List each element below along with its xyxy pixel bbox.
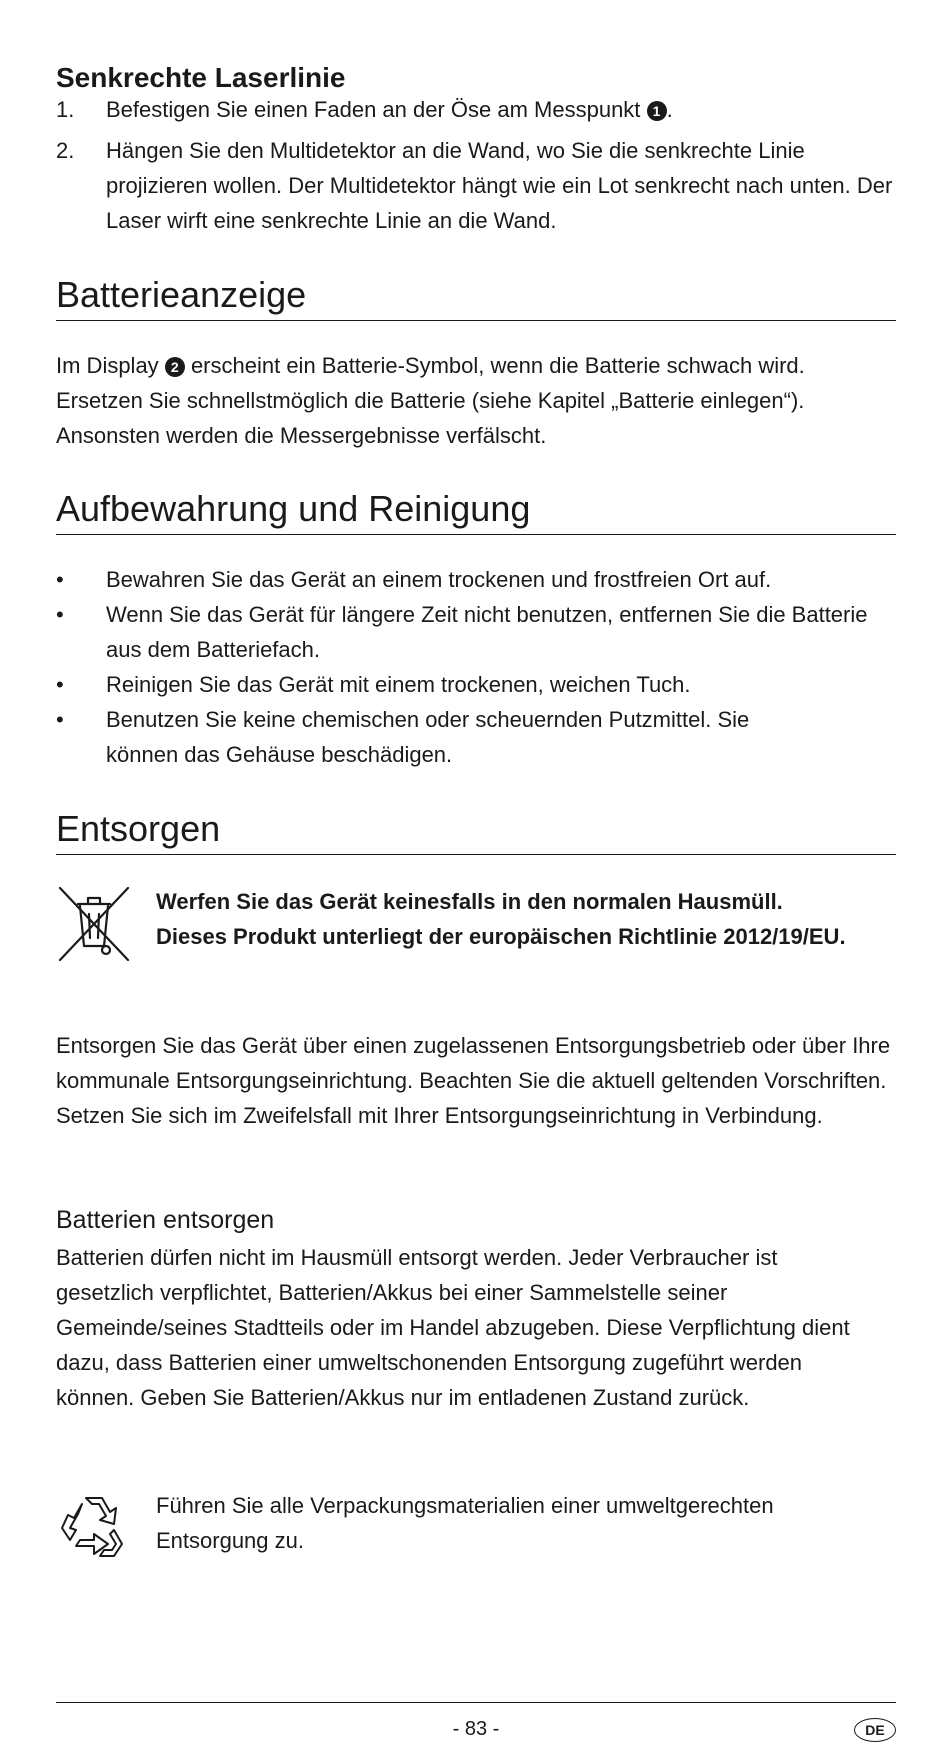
- disposal-paragraph: Entsorgen Sie das Gerät über einen zugelassenen Entsorgungsbetrieb oder über Ihre kommunale Entsorgungseinrichtung. Beachten Sie die aktuell geltenden Vorschriften. Setzen Sie sich im Zweifelsfall mit Ihrer Entsorgungseinrichtung in Verbindung.: [56, 1033, 891, 1128]
- battery-paragraph: Im Display 2 erscheint ein Batterie-Symbol, wenn die Batterie schwach wird. Ersetzen Sie schnellstmöglich die Batterie (siehe Kapitel „Batterie einlegen“). Ansonsten werden die Messergebnisse verfälscht.: [56, 353, 805, 448]
- step-text: Befestigen Sie einen Faden an der Öse am Messpunkt 1 .: [106, 97, 673, 122]
- section-title-laser: Senkrechte Laserlinie: [56, 62, 346, 93]
- subsection-title-battery-disposal: Batterien entsorgen: [56, 1206, 275, 1234]
- bullet: •: [56, 567, 64, 592]
- callout-badge: 2: [165, 357, 185, 377]
- section-title-battery: Batterieanzeige: [56, 274, 896, 321]
- page-number: - 83 -: [452, 1718, 500, 1740]
- section-title-storage: Aufbewahrung und Reinigung: [56, 488, 896, 535]
- recycle-notice: Führen Sie alle Verpackungsmaterialien einer umweltgerechten Entsorgung zu.: [156, 1493, 774, 1553]
- step-number: 2.: [56, 138, 75, 163]
- step-number: 1.: [56, 97, 75, 122]
- step-text: Hängen Sie den Multidetektor an die Wand, wo Sie die senkrechte Linie projizieren wollen. Der Multidetektor hängt wie ein Lot senkrecht nach unten. Der Laser wirft eine senkrechte Linie an die Wand.: [106, 138, 893, 233]
- footer-divider: [56, 1702, 896, 1703]
- callout-badge: 1: [647, 101, 667, 121]
- recycling-icon: [56, 1488, 132, 1564]
- crossed-out-bin-icon: [56, 884, 132, 964]
- weee-notice: Werfen Sie das Gerät keinesfalls in den normalen Hausmüll. Dieses Produkt unterliegt der europäischen Richtlinie 2012/19/EU.: [156, 889, 846, 949]
- battery-disposal-paragraph: Batterien dürfen nicht im Hausmüll entsorgt werden. Jeder Verbraucher ist gesetzlich verpflichtet, Batterien/Akkus bei einer Sammelstelle seiner Gemeinde/seines Stadtteils oder im Handel abzugeben. Diese Verpflichtung dient dazu, dass Batterien einer umweltschonenden Entsorgung zugeführt werden können. Geben Sie Batterien/Akkus nur im entladenen Zustand zurück.: [56, 1245, 850, 1410]
- bullet: •: [56, 602, 64, 627]
- bullet: •: [56, 707, 64, 732]
- bullet: •: [56, 672, 64, 697]
- section-title-disposal: Entsorgen: [56, 808, 896, 855]
- language-badge: DE: [854, 1718, 896, 1742]
